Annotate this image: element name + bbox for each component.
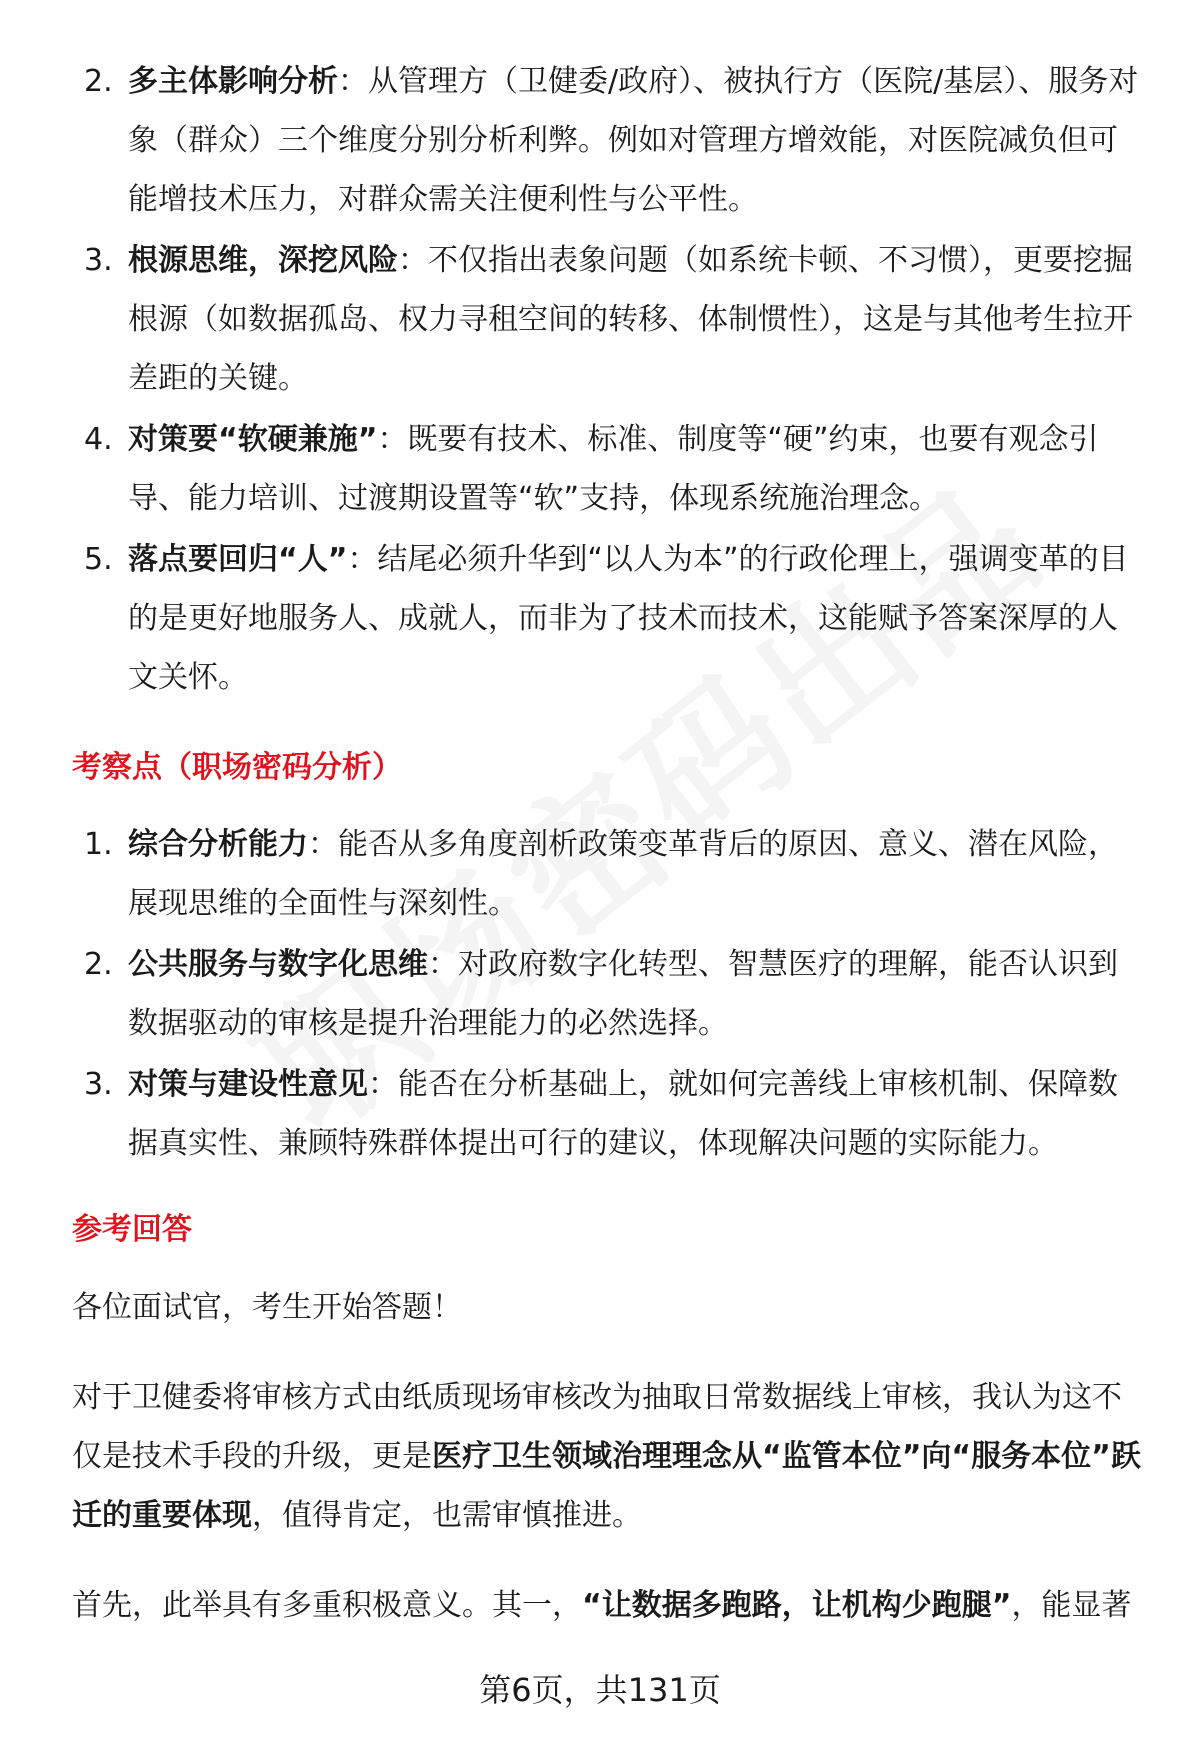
list-item-text: ：能否在分析基础上，就如何完善线上审核机制、保障数据真实性、兼顾特殊群体提出可行的建议，体现解决问题的实际能力。 [128, 1067, 1118, 1161]
paragraph-text: 首先，此举具有多重积极意义。其一， [72, 1588, 582, 1623]
list-item-text: ：能否从多角度剖析政策变革背后的原因、意义、潜在风险，展现思维的全面性与深刻性。 [128, 827, 1118, 921]
list-item-text: ：不仅指出表象问题（如系统卡顿、不习惯），更要挖掘根源（如数据孤岛、权力寻租空间的转移、体制惯性），这是与其他考生拉开差距的关键。 [128, 243, 1133, 396]
list-number: 3. [84, 1067, 113, 1102]
list-number: 3. [84, 243, 113, 278]
list-item [0, 530, 1200, 707]
page-number: 第6页，共131页 [479, 1671, 721, 1709]
list-item [0, 935, 1200, 1053]
exam-points-list [0, 815, 1200, 1175]
list-item-text: ：对政府数字化转型、智慧医疗的理解，能否认识到数据驱动的审核是提升治理能力的必然选择。 [128, 947, 1118, 1041]
list-item-heading: 对策要“软硬兼施” [128, 422, 378, 457]
paragraph-text: ，能显著 [1011, 1588, 1132, 1623]
list-item-text: ：既要有技术、标准、制度等“硬”约束，也要有观念引导、能力培训、过渡期设置等“软”支持，体现系统施治理念。 [128, 422, 1099, 516]
list-item-heading: 多主体影响分析 [128, 64, 338, 99]
list-item-text: ：从管理方（卫健委/政府）、被执行方（医院/基层）、服务对象（群众）三个维度分别分析利弊。例如对管理方增效能，对医院减负但可能增技术压力，对群众需关注便利性与公平性。 [128, 64, 1139, 217]
paragraph-emphasis: “让数据多跑路，让机构少跑腿” [582, 1588, 1012, 1623]
list-item [0, 52, 1200, 229]
section-heading-reference-answer: 参考回答 [72, 1212, 192, 1247]
list-number: 2. [84, 947, 113, 982]
list-number: 4. [84, 422, 113, 457]
list-number: 1. [84, 827, 113, 862]
list-item-heading: 综合分析能力 [128, 827, 308, 862]
list-item-heading: 对策与建设性意见 [128, 1067, 368, 1102]
list-item-text: ：结尾必须升华到“以人为本”的行政伦理上，强调变革的目的是更好地服务人、成就人，而非为了技术而技术，这能赋予答案深厚的人文关怀。 [128, 542, 1129, 695]
paragraph-text: 对于卫健委将审核方式由纸质现场审核改为抽取日常数据线上审核，我认为这不仅是技术手段的升级，更是 [72, 1380, 1122, 1474]
paragraph-text: ，值得肯定，也需审慎推进。 [252, 1498, 642, 1533]
answer-opening: 各位面试官，考生开始答题！ [72, 1290, 462, 1325]
section-heading-exam-points: 考察点（职场密码分析） [72, 750, 402, 785]
list-number: 5. [84, 542, 113, 577]
answer-paragraph [72, 1368, 1150, 1545]
list-item [0, 231, 1200, 408]
answer-paragraph [72, 1576, 1150, 1635]
list-item [0, 410, 1200, 528]
method-list [0, 52, 1200, 709]
list-item-heading: 落点要回归“人” [128, 542, 348, 577]
list-item [0, 815, 1200, 933]
paragraph-emphasis: 医疗卫生领域治理理念从“监管本位”向“服务本位”跃迁的重要体现 [72, 1439, 1141, 1533]
list-item-heading: 根源思维，深挖风险 [128, 243, 398, 278]
list-item-heading: 公共服务与数字化思维 [128, 947, 428, 982]
list-item [0, 1055, 1200, 1173]
list-number: 2. [84, 64, 113, 99]
